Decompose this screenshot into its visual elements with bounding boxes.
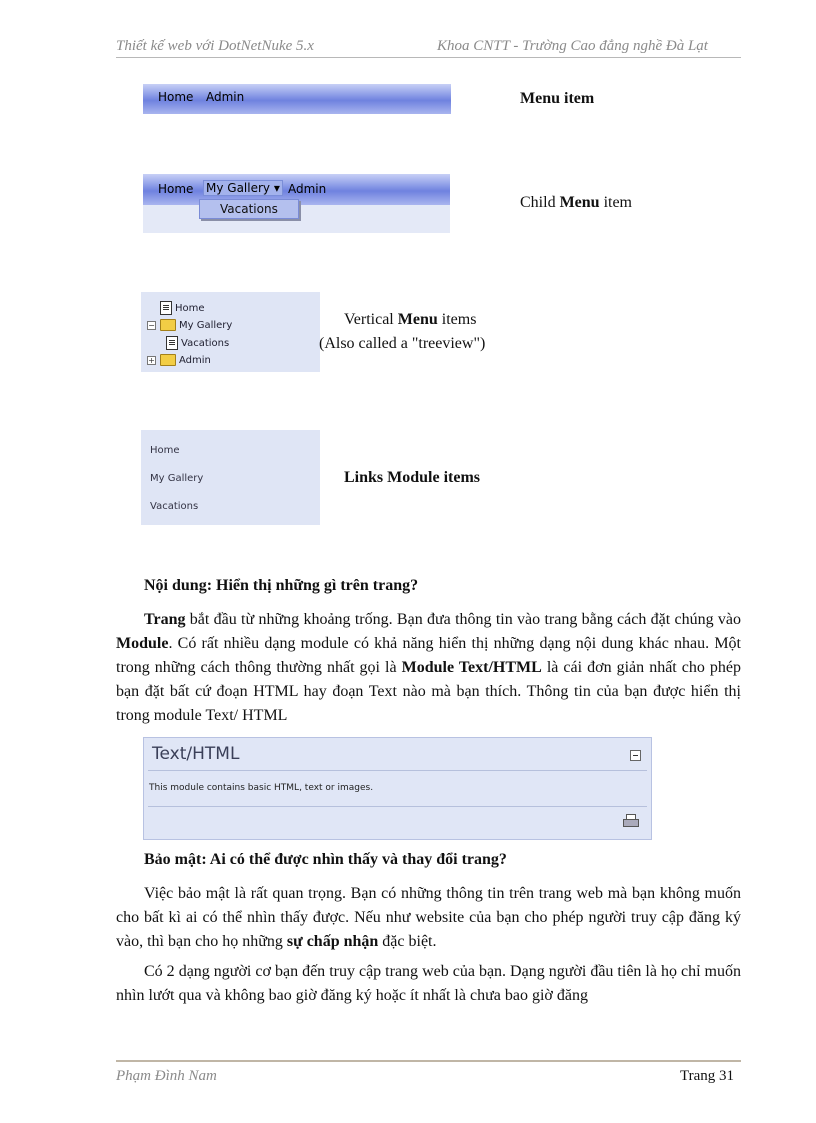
page-icon: [160, 301, 172, 315]
header-left: Thiết kế web với DotNetNuke 5.x: [116, 38, 314, 54]
section-heading-content: Nội dung: Hiển thị những gì trên trang?: [144, 577, 419, 594]
caption-child-menu: Child Menu item: [520, 194, 632, 211]
section-heading-security: Bảo mật: Ai có thể được nhìn thấy và thay đổi trang?: [144, 851, 507, 868]
menu-item-home: Home: [158, 182, 194, 196]
module-divider: [148, 770, 647, 771]
submenu-dropdown: [199, 199, 299, 219]
module-title: Text/HTML: [152, 744, 240, 764]
link-home: Home: [150, 445, 180, 456]
header-divider: [116, 57, 741, 58]
treeview-screenshot: [141, 292, 320, 372]
submenu-item-vacations: Vacations: [220, 202, 278, 216]
caption-links-module: Links Module items: [344, 469, 481, 486]
text-html-module-screenshot: [143, 737, 652, 840]
menu-item-my-gallery: My Gallery ▾: [203, 180, 283, 196]
collapse-icon: −: [148, 320, 155, 330]
menu-item-admin: Admin: [206, 90, 245, 104]
tree-node-home: Home: [160, 301, 205, 315]
paragraph-content: Trang bắt đầu từ những khoảng trống. Bạn đưa thông tin vào trang bằng cách đặt chúng vào Module. Có rất nhiều dạng module có khả năng hiển thị những dạng nội dung khác nhau. Một trong những cách thông thường nhất gọi là Module Text/HTML là cái đơn giản nhất cho phép bạn đặt bất cứ đoạn HTML hay đoạn Text nào mà bạn thích. Thông tin của bạn được hiển thị trong module Text/ HTML: [116, 611, 742, 724]
page-number: Trang 31: [680, 1068, 735, 1084]
minimize-icon: [630, 750, 641, 761]
folder-icon: [160, 319, 176, 331]
tree-node-vacations: Vacations: [166, 336, 229, 350]
caption-treeview: (Also called a "treeview"): [319, 335, 486, 352]
child-menu-screenshot: [143, 174, 450, 233]
tree-node-admin: + Admin: [148, 354, 211, 366]
link-my-gallery: My Gallery: [150, 473, 204, 484]
caption-vertical-menu: Vertical Menu items: [344, 311, 477, 328]
link-vacations: Vacations: [150, 501, 199, 512]
page-icon: [166, 336, 178, 350]
caption-menu-item: Menu item: [520, 90, 595, 107]
folder-icon: [160, 354, 176, 366]
paragraph-users: Có 2 dạng người cơ bạn đến truy cập trang web của bạn. Dạng người đầu tiên là họ chỉ muốn nhìn lướt qua và không bao giờ đăng ký hoặc ít nhất là chưa bao giờ đăng: [116, 963, 741, 1004]
header-right: Khoa CNTT - Trường Cao đẳng nghề Đà Lạt: [437, 38, 708, 54]
menu-bar-screenshot: [143, 84, 451, 114]
module-divider: [148, 806, 647, 807]
expand-icon: +: [148, 355, 155, 365]
paragraph-security: Việc bảo mật là rất quan trọng. Bạn có những thông tin trên trang web mà bạn không muốn cho bất kì ai có thể nhìn thấy được. Nếu như website của bạn cho phép người truy cập đăng ký vào, thì bạn cho họ những sự chấp nhận đặc biệt.: [116, 885, 741, 950]
menu-item-home: Home: [158, 90, 194, 104]
menu-item-admin: Admin: [288, 182, 327, 196]
tree-node-my-gallery: − My Gallery: [148, 319, 233, 331]
footer-divider: [116, 1060, 741, 1062]
links-module-screenshot: [141, 430, 320, 525]
printer-icon: [623, 814, 637, 826]
footer-author: Phạm Đình Nam: [116, 1068, 217, 1084]
module-body-text: This module contains basic HTML, text or images.: [149, 783, 374, 793]
